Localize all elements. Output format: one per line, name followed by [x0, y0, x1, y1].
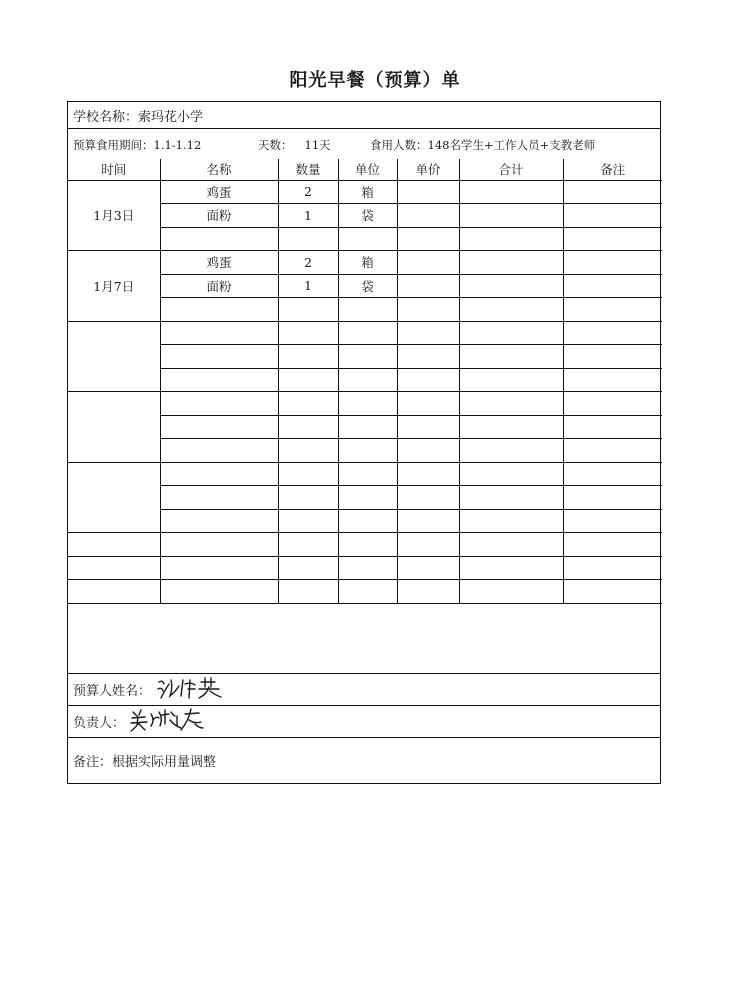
- item-note: [563, 274, 662, 298]
- item-unit: [338, 345, 397, 369]
- item-qty: [278, 580, 338, 604]
- item-price: [397, 180, 459, 204]
- item-price: [397, 368, 459, 392]
- item-name: [160, 415, 278, 439]
- item-unit: [338, 462, 397, 486]
- item-qty: 2: [278, 180, 338, 204]
- item-note: [563, 345, 662, 369]
- item-qty: [278, 298, 338, 322]
- budget-person-signature: [155, 674, 227, 704]
- item-price: [397, 392, 459, 416]
- table-row: [68, 321, 662, 345]
- school-name: 索玛花小学: [138, 110, 204, 125]
- date-cell: 1月3日: [68, 180, 160, 251]
- remark-label: 备注：: [73, 754, 113, 770]
- date-cell: [68, 392, 160, 463]
- item-total: [459, 298, 563, 322]
- item-name: 鸡蛋: [160, 251, 278, 275]
- item-note: [563, 321, 662, 345]
- item-price: [397, 298, 459, 322]
- item-name: [160, 462, 278, 486]
- item-qty: [278, 486, 338, 510]
- item-note: [563, 180, 662, 204]
- item-total: [459, 227, 563, 251]
- school-label: 学校名称：: [73, 110, 139, 125]
- table-row: [68, 533, 662, 557]
- period-value: 1.1-1.12: [153, 138, 202, 152]
- people-value: 148名学生+工作人员+支教老师: [427, 138, 596, 152]
- table-row: [68, 580, 662, 604]
- item-qty: 2: [278, 251, 338, 275]
- item-unit: 箱: [338, 180, 397, 204]
- header-price: 单价: [397, 159, 459, 180]
- period-field: [73, 137, 201, 153]
- table-row: [68, 251, 662, 275]
- people-field: [370, 137, 595, 153]
- item-name: 面粉: [160, 274, 278, 298]
- item-total: [459, 392, 563, 416]
- item-note: [563, 486, 662, 510]
- item-name: [160, 392, 278, 416]
- item-total: [459, 462, 563, 486]
- responsible-signature: [129, 706, 205, 736]
- remark-row: [68, 737, 660, 783]
- item-unit: [338, 556, 397, 580]
- item-name: [160, 533, 278, 557]
- budget-person-label: 预算人姓名：: [73, 683, 152, 699]
- item-price: [397, 580, 459, 604]
- item-name: [160, 298, 278, 322]
- item-note: [563, 533, 662, 557]
- item-total: [459, 180, 563, 204]
- item-qty: [278, 439, 338, 463]
- item-qty: [278, 533, 338, 557]
- item-unit: [338, 580, 397, 604]
- item-name: [160, 439, 278, 463]
- item-price: [397, 321, 459, 345]
- item-unit: 袋: [338, 204, 397, 228]
- item-unit: [338, 392, 397, 416]
- days-value: 11天: [304, 138, 331, 152]
- date-cell: [68, 321, 160, 392]
- days-label: 天数：: [258, 138, 293, 152]
- date-cell: [68, 580, 160, 604]
- budget-person-row: [68, 673, 660, 705]
- header-name: 名称: [160, 159, 278, 180]
- item-name: [160, 321, 278, 345]
- item-unit: [338, 227, 397, 251]
- header-unit: 单位: [338, 159, 397, 180]
- school-row: [73, 106, 203, 125]
- item-qty: [278, 227, 338, 251]
- budget-table: [68, 159, 662, 604]
- item-name: 面粉: [160, 204, 278, 228]
- date-cell: [68, 556, 160, 580]
- item-qty: [278, 415, 338, 439]
- item-unit: [338, 368, 397, 392]
- date-cell: 1月7日: [68, 251, 160, 322]
- item-note: [563, 204, 662, 228]
- item-unit: [338, 439, 397, 463]
- item-name: [160, 345, 278, 369]
- divider: [68, 128, 660, 129]
- item-note: [563, 509, 662, 533]
- item-price: [397, 486, 459, 510]
- item-note: [563, 368, 662, 392]
- item-note: [563, 462, 662, 486]
- header-time: 时间: [68, 159, 160, 180]
- item-total: [459, 368, 563, 392]
- item-price: [397, 439, 459, 463]
- item-name: [160, 486, 278, 510]
- item-note: [563, 556, 662, 580]
- item-note: [563, 227, 662, 251]
- item-note: [563, 580, 662, 604]
- item-qty: [278, 509, 338, 533]
- item-price: [397, 556, 459, 580]
- item-total: [459, 274, 563, 298]
- item-qty: [278, 556, 338, 580]
- item-qty: [278, 321, 338, 345]
- item-unit: [338, 509, 397, 533]
- item-name: [160, 368, 278, 392]
- item-note: [563, 439, 662, 463]
- table-row: [68, 392, 662, 416]
- responsible-label: 负责人：: [73, 715, 126, 731]
- item-price: [397, 533, 459, 557]
- item-price: [397, 204, 459, 228]
- item-total: [459, 509, 563, 533]
- item-unit: [338, 321, 397, 345]
- item-unit: 袋: [338, 274, 397, 298]
- item-unit: [338, 533, 397, 557]
- item-total: [459, 321, 563, 345]
- header-total: 合计: [459, 159, 563, 180]
- item-total: [459, 439, 563, 463]
- date-cell: [68, 533, 160, 557]
- item-note: [563, 251, 662, 275]
- table-row: [68, 556, 662, 580]
- item-total: [459, 345, 563, 369]
- item-total: [459, 580, 563, 604]
- item-unit: [338, 298, 397, 322]
- item-price: [397, 509, 459, 533]
- item-unit: [338, 486, 397, 510]
- item-qty: [278, 345, 338, 369]
- budget-form: [67, 101, 661, 784]
- item-name: [160, 509, 278, 533]
- page-title: 阳光早餐（预算）单: [289, 70, 461, 91]
- item-note: [563, 298, 662, 322]
- item-qty: 1: [278, 274, 338, 298]
- item-name: [160, 227, 278, 251]
- item-price: [397, 251, 459, 275]
- item-total: [459, 486, 563, 510]
- date-cell: [68, 462, 160, 533]
- item-name: [160, 556, 278, 580]
- item-price: [397, 274, 459, 298]
- table-row: [68, 462, 662, 486]
- item-qty: [278, 392, 338, 416]
- header-qty: 数量: [278, 159, 338, 180]
- header-note: 备注: [563, 159, 662, 180]
- item-total: [459, 533, 563, 557]
- remark-value: 根据实际用量调整: [112, 754, 217, 770]
- item-price: [397, 415, 459, 439]
- item-qty: [278, 462, 338, 486]
- item-qty: 1: [278, 204, 338, 228]
- table-header-row: [68, 159, 662, 180]
- responsible-row: [68, 705, 660, 737]
- item-name: 鸡蛋: [160, 180, 278, 204]
- period-label: 预算食用期间：: [73, 138, 154, 152]
- item-unit: [338, 415, 397, 439]
- item-note: [563, 392, 662, 416]
- item-unit: 箱: [338, 251, 397, 275]
- item-price: [397, 227, 459, 251]
- item-note: [563, 415, 662, 439]
- item-price: [397, 345, 459, 369]
- item-total: [459, 556, 563, 580]
- days-field: [258, 137, 331, 153]
- item-total: [459, 415, 563, 439]
- item-price: [397, 462, 459, 486]
- item-name: [160, 580, 278, 604]
- item-total: [459, 251, 563, 275]
- table-row: [68, 180, 662, 204]
- item-total: [459, 204, 563, 228]
- people-label: 食用人数：: [370, 138, 428, 152]
- item-qty: [278, 368, 338, 392]
